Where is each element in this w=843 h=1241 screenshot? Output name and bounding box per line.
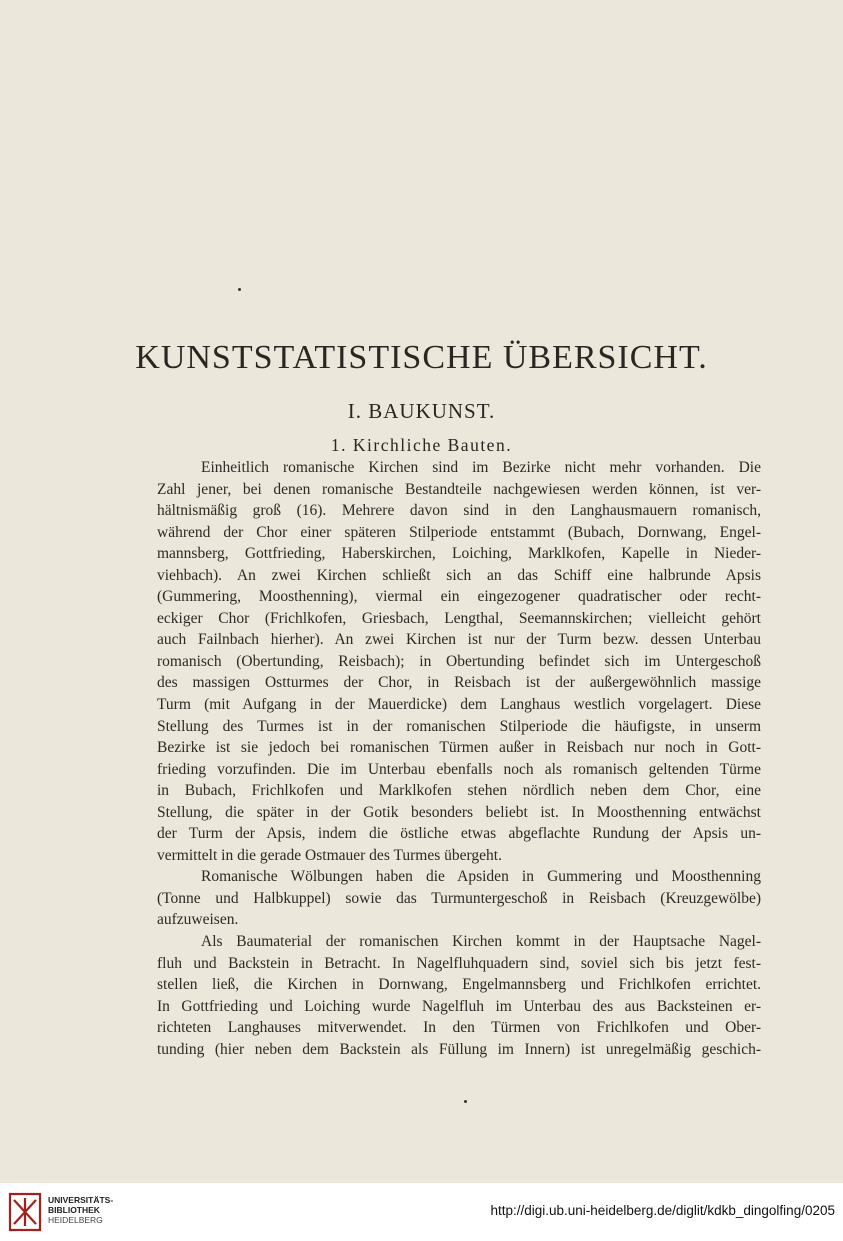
text-line: in Bubach, Frichlkofen und Marklkofen stehen nördlich neben dem Chor, eine xyxy=(157,782,761,800)
university-library-logo-icon xyxy=(8,1192,42,1232)
text-line: Stellung des Turmes ist in der romanischen Stilperiode die häufigste, in unserm xyxy=(157,717,761,735)
library-name-line: BIBLIOTHEK xyxy=(48,1205,100,1215)
text-line: vermittelt in die gerade Ostmauer des Turmes übergeht. xyxy=(157,846,502,864)
page-dot xyxy=(464,1100,467,1103)
library-name-line: UNIVERSITÄTS- xyxy=(48,1195,114,1205)
text-line: während der Chor einer späteren Stilperiode entstammt (Bubach, Dornwang, Engel- xyxy=(157,523,761,541)
text-line: Einheitlich romanische Kirchen sind im Bezirke nicht mehr vorhanden. Die xyxy=(201,459,761,476)
text-line: auch Failnbach hierher). An zwei Kirchen ist nur der Turm bezw. dessen Unterbau xyxy=(157,631,761,649)
section-heading: 1. Kirchliche Bauten. xyxy=(330,435,513,455)
body-text xyxy=(157,457,761,1060)
text-line: Als Baumaterial der romanischen Kirchen kommt in der Hauptsache Nagel- xyxy=(201,933,761,951)
text-line: eckiger Chor (Frichlkofen, Griesbach, Lengthal, Seemannskirchen; vielleicht gehört xyxy=(157,609,761,627)
text-line: Zahl jener, bei denen romanische Bestandteile nachgewiesen werden können, ist ver- xyxy=(157,480,761,498)
text-line: hältnismäßig groß (16). Mehrere davon sind in den Langhausmauern romanisch, xyxy=(157,502,761,520)
text-line: Turm (mit Aufgang in der Mauerdicke) dem Langhaus westlich vorgelagert. Diese xyxy=(157,696,761,714)
library-name xyxy=(48,1195,113,1225)
text-line: der Turm der Apsis, indem die östliche etwas abgeflachte Rundung der Apsis un- xyxy=(157,825,761,843)
text-line: (Gummering, Moosthenning), viermal ein eingezogener quadratischer oder recht- xyxy=(157,588,761,606)
chapter-heading: I. BAUKUNST. xyxy=(347,399,496,423)
viewer-footer xyxy=(0,1183,843,1241)
paper-speck xyxy=(238,288,241,291)
text-line: des massigen Ostturmes der Chor, in Reisbach ist der außergewöhnlich massige xyxy=(157,674,761,692)
page-title: KUNSTSTATISTISCHE ÜBERSICHT. xyxy=(135,339,708,376)
text-line: fluh und Backstein in Betracht. In Nagelfluhquadern sind, soviel sich bis jetzt fest- xyxy=(157,954,761,972)
text-line: In Gottfrieding und Loiching wurde Nagelfluh im Unterbau des aus Backsteinen er- xyxy=(157,997,761,1015)
text-line: stellen ließ, die Kirchen in Dornwang, Engelmannsberg und Frichlkofen errichtet. xyxy=(157,976,761,994)
text-line: Romanische Wölbungen haben die Apsiden in Gummering und Moosthenning xyxy=(201,868,761,886)
text-line: romanisch (Obertunding, Reisbach); in Obertunding befindet sich im Untergeschoß xyxy=(157,652,761,670)
text-line: frieding vorzufinden. Die im Unterbau ebenfalls noch als romanisch geltenden Türme xyxy=(157,760,761,778)
text-line: aufzuweisen. xyxy=(157,911,239,929)
text-line: mannsberg, Gottfrieding, Haberskirchen, Loiching, Marklkofen, Kapelle in Nieder- xyxy=(157,545,761,563)
text-line: viehbach). An zwei Kirchen schließt sich an das Schiff eine halbrunde Apsis xyxy=(157,566,761,584)
text-line: Bezirke ist sie jedoch bei romanischen Türmen außer in Reisbach nur noch in Gott- xyxy=(157,739,761,757)
library-name-line: HEIDELBERG xyxy=(48,1215,103,1225)
text-line: tunding (hier neben dem Backstein als Füllung im Innern) ist unregelmäßig geschich- xyxy=(157,1040,761,1058)
text-line: richteten Langhauses mitverwendet. In den Türmen von Frichlkofen und Ober- xyxy=(157,1019,761,1037)
text-line: Stellung, die später in der Gotik besonders beliebt ist. In Moosthenning entwächst xyxy=(157,803,761,821)
permalink-url[interactable]: http://digi.ub.uni-heidelberg.de/diglit/kdkb_dingolfing/0205 xyxy=(490,1203,835,1218)
text-line: (Tonne und Halbkuppel) sowie das Turmuntergeschoß in Reisbach (Kreuzgewölbe) xyxy=(157,889,761,907)
